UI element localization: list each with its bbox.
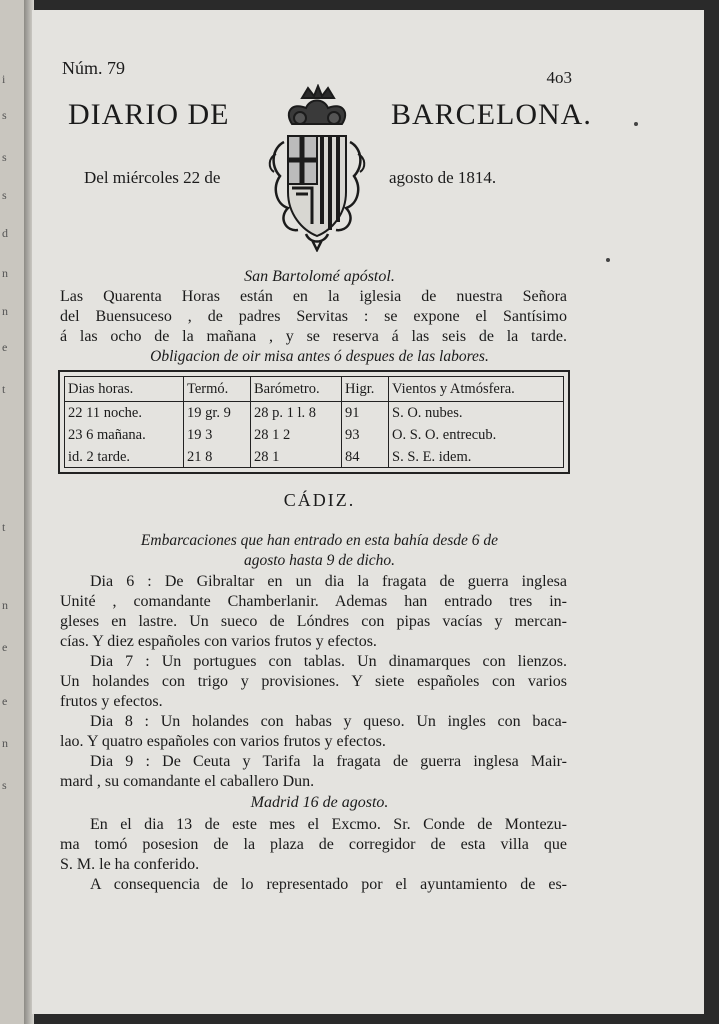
- table-cell: 28 1 2: [251, 424, 342, 446]
- table-cell: S. O. nubes.: [392, 404, 463, 421]
- table-cell: id. 2 tarde.: [65, 446, 184, 468]
- issue-number: Núm. 79: [62, 58, 125, 78]
- table-row: [65, 424, 563, 446]
- cadiz-line: lao. Y quatro españoles con varios frutos y efectos.: [60, 733, 386, 750]
- ink-speck: [634, 122, 638, 126]
- cadiz-line: mard , su comandante el caballero Dun.: [60, 773, 315, 790]
- masthead-title-left: DIARIO DE: [68, 98, 230, 131]
- notice-line: á las ocho de la mañana , y se reserva á las seis de la tarde.: [60, 328, 567, 345]
- table-cell: 22 11 noche.: [65, 402, 184, 425]
- obligation-note: Obligacion de oir misa antes ó despues de las labores.: [150, 348, 489, 365]
- madrid-line: A consequencia de lo representado por el ayuntamiento de es-: [90, 876, 567, 893]
- masthead-title-right: BARCELONA.: [391, 98, 592, 131]
- table-row: [65, 446, 563, 468]
- adjacent-page-glyph: n: [2, 266, 8, 280]
- section-heading-cadiz: CÁDIZ.: [283, 490, 356, 510]
- page-number: 4o3: [546, 68, 572, 87]
- table-cell: 93: [342, 424, 389, 446]
- column-header: Barómetro.: [251, 377, 342, 402]
- table-cell: S. S. E. idem.: [392, 448, 472, 465]
- column-header: Dias horas.: [65, 377, 184, 402]
- cadiz-line: Dia 7 : Un portugues con tablas. Un dinamarques con lienzos.: [90, 653, 567, 670]
- adjacent-page-edge: [0, 0, 26, 1024]
- cadiz-line: cías. Y diez españoles con varios frutos y efectos.: [60, 633, 377, 650]
- adjacent-page-glyph: t: [2, 382, 6, 396]
- cadiz-line: Dia 9 : De Ceuta y Tarifa la fragata de guerra inglesa Mair-: [90, 753, 567, 770]
- newspaper-page: [32, 10, 704, 1014]
- adjacent-page-glyph: s: [2, 150, 7, 164]
- table-cell: 19 gr. 9: [184, 402, 251, 425]
- adjacent-page-glyph: n: [2, 304, 8, 318]
- adjacent-page-glyph: s: [2, 108, 7, 122]
- madrid-line: S. M. le ha conferido.: [60, 856, 200, 873]
- date-line-right: agosto de 1814.: [389, 168, 497, 187]
- table-cell: 91: [342, 402, 389, 425]
- cadiz-line: Dia 8 : Un holandes con habas y queso. Un ingles con baca-: [90, 713, 567, 730]
- table-row: [65, 402, 563, 425]
- adjacent-page-glyph: e: [2, 640, 8, 654]
- cadiz-line: gleses en lastre. Un sueco de Lóndres con pipas vacías y mercan-: [60, 613, 567, 630]
- column-header: Termó.: [184, 377, 251, 402]
- notice-line: del Buensuceso , de padres Servitas : se expone el Santísimo: [60, 308, 567, 325]
- cadiz-subtitle: Embarcaciones que han entrado en esta bahía desde 6 de: [140, 532, 499, 549]
- section-heading-madrid: Madrid 16 de agosto.: [250, 794, 389, 811]
- date-line-left: Del miércoles 22 de: [84, 168, 221, 187]
- cadiz-line: frutos y efectos.: [60, 693, 163, 710]
- adjacent-page-glyph: e: [2, 694, 8, 708]
- cadiz-subtitle: agosto hasta 9 de dicho.: [243, 552, 396, 569]
- column-header: Higr.: [342, 377, 389, 402]
- adjacent-page-glyph: s: [2, 188, 7, 202]
- adjacent-page-glyph: n: [2, 736, 8, 750]
- table-cell: 19 3: [184, 424, 251, 446]
- table-cell: 28 p. 1 l. 8: [251, 402, 342, 425]
- weather-table-frame: [58, 370, 570, 474]
- saint-of-day: San Bartolomé apóstol.: [244, 268, 395, 285]
- column-header: Vientos y Atmósfera.: [389, 377, 564, 402]
- table-cell: 28 1: [251, 446, 342, 468]
- madrid-line: En el dia 13 de este mes el Excmo. Sr. Conde de Montezu-: [90, 816, 567, 833]
- table-cell: O. S. O. entrecub.: [392, 426, 497, 443]
- cadiz-line: Dia 6 : De Gibraltar en un dia la fragata de guerra inglesa: [90, 573, 567, 590]
- cadiz-line: Un holandes con trigo y provisiones. Y siete españoles con varios: [60, 673, 567, 690]
- cadiz-line: Unité , comandante Chamberlanir. Ademas han entrado tres in-: [60, 593, 567, 610]
- table-cell: 84: [342, 446, 389, 468]
- adjacent-page-glyph: d: [2, 226, 8, 240]
- adjacent-page-glyph: i: [2, 72, 6, 86]
- weather-table: [65, 377, 563, 468]
- adjacent-page-glyph: s: [2, 778, 7, 792]
- table-header-row: [65, 377, 563, 402]
- madrid-line: ma tomó posesion de la plaza de corregidor de esta villa que: [60, 836, 567, 853]
- adjacent-page-glyph: t: [2, 520, 6, 534]
- barcelona-coat-of-arms-icon: [262, 84, 372, 252]
- adjacent-page-glyph: e: [2, 340, 8, 354]
- notice-line: Las Quarenta Horas están en la iglesia de nuestra Señora: [60, 288, 567, 305]
- adjacent-page-glyph: n: [2, 598, 8, 612]
- table-cell: 21 8: [184, 446, 251, 468]
- ink-speck: [606, 258, 610, 262]
- table-cell: 23 6 mañana.: [65, 424, 184, 446]
